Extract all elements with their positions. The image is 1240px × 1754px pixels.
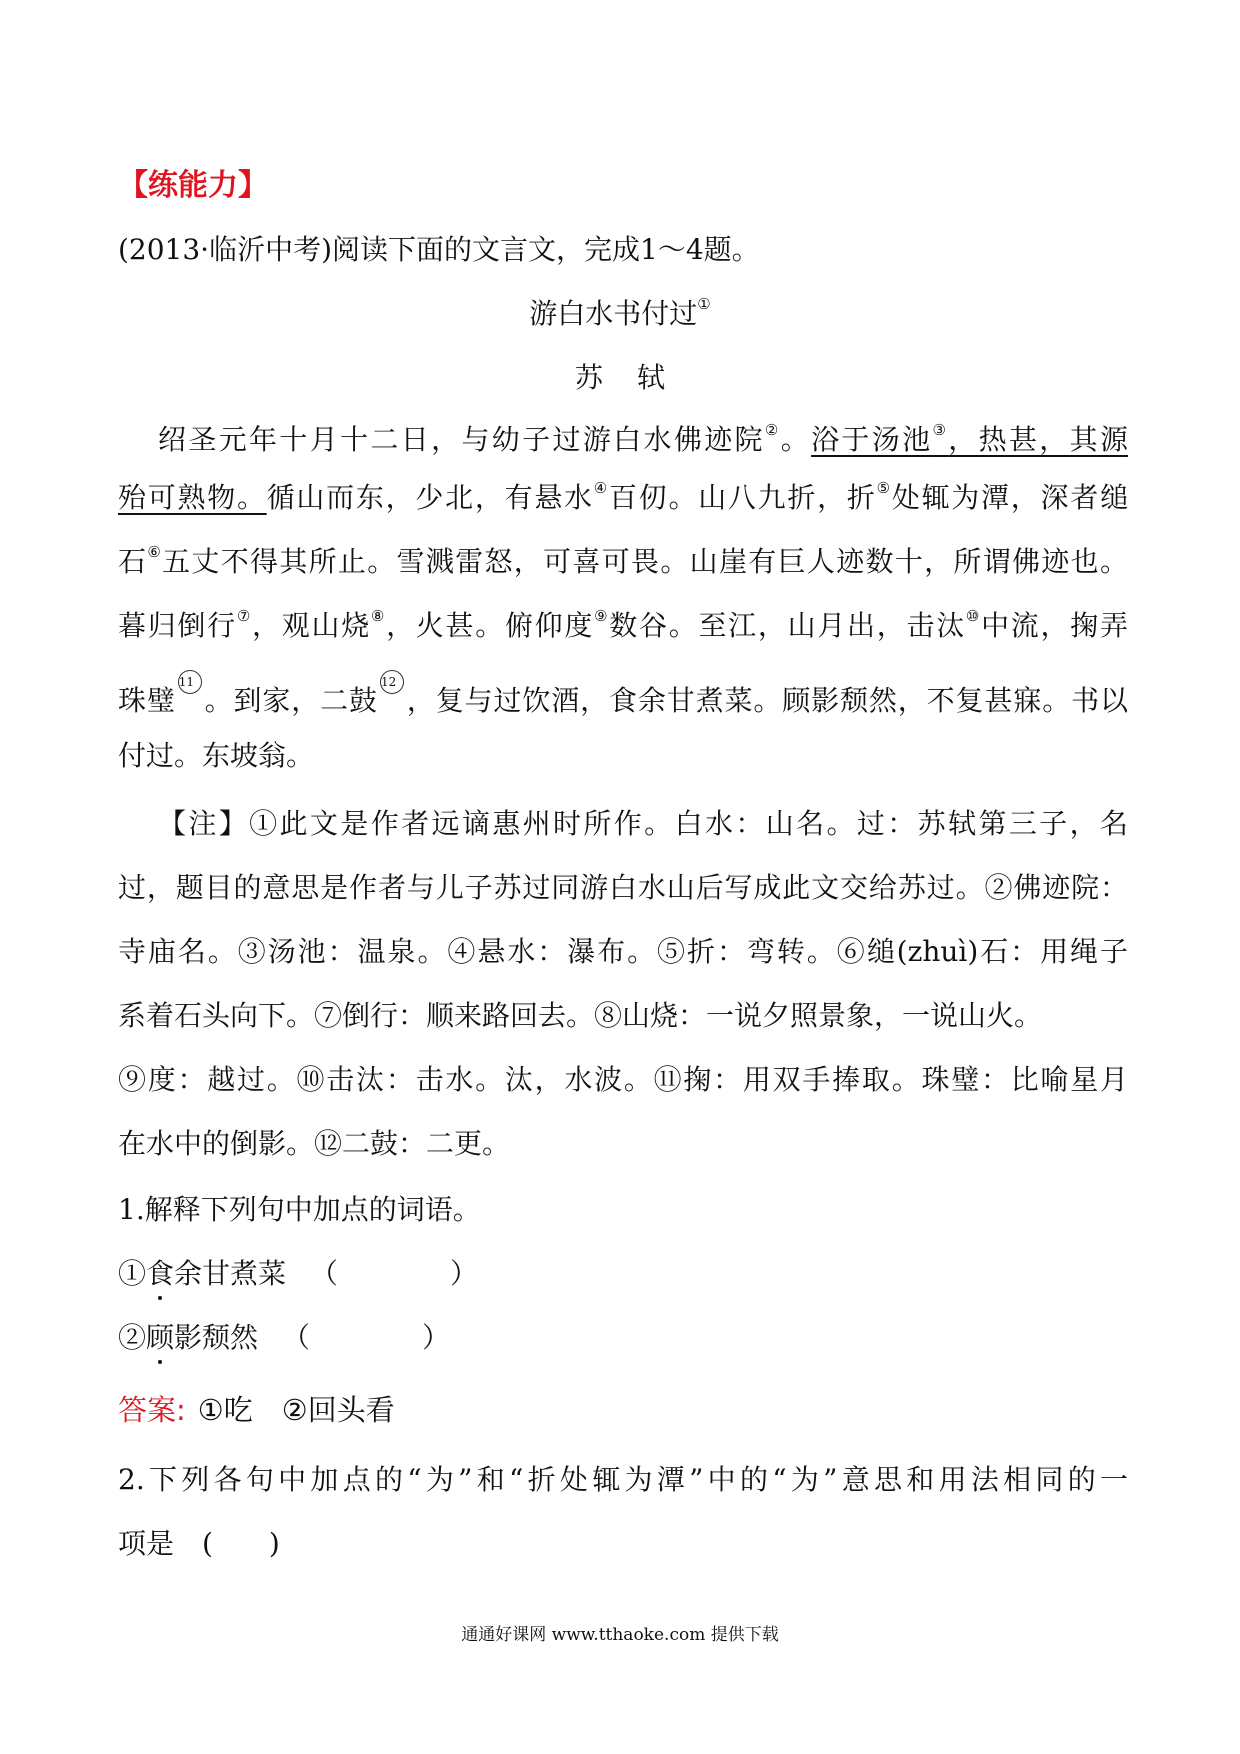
underlined-sentence: 殆可熟物。 [118,481,267,514]
page-footer: 通通好课网 www.tthaoke.com 提供下载 [461,1625,779,1645]
footnote-marker: ⑩ [965,607,982,625]
footnote-marker: ③ [932,421,949,439]
item-text: 影颓然 [174,1321,259,1354]
footnote-marker: 12 [380,670,404,694]
question-2-line-1: 2.下列各句中加点的“为”和“折处辄为潭”中的“为”意思和用法相同的一 [118,1463,1128,1496]
source-line: (2013·临沂中考)阅读下面的文言文，完成1～4题。 [118,233,760,266]
passage-text: ，观山烧 [252,609,371,642]
passage-text: 中流，掬弄 [981,609,1128,642]
notes-line-4: 系着石头向下。⑦倒行：顺来路回去。⑧山烧：一说夕照景象，一说山火。 [118,999,1043,1032]
passage-text: 珠璧 [118,684,176,717]
notes-line-3: 寺庙名。③汤池：温泉。④悬水：瀑布。⑤折：弯转。⑥缒(zhuì)石：用绳子 [118,935,1128,968]
passage-line-2 [118,476,1128,516]
answer-text: ①吃 ②回头看 [197,1393,395,1427]
passage-text: 五丈不得其所止。雪溅雷怒，可喜可畏。山崖有巨人迹数十，所谓佛迹也。 [162,545,1128,578]
dotted-character: 顾 [146,1321,175,1354]
passage-text: ，复与过饮酒，食余甘煮菜。顾影颓然，不复甚寐。书以 [405,684,1128,717]
passage-title-text: 游白水书付过 [529,297,698,330]
footnote-marker: ⑧ [370,607,387,625]
question-1-stem: 1.解释下列句中加点的词语。 [118,1193,481,1226]
passage-title [0,292,1240,332]
footnote-marker: ⑤ [876,479,892,497]
item-text: 余甘煮菜 [174,1257,287,1290]
passage-line-5 [118,670,1128,719]
passage-text: 数谷。至江，山月出，击汰 [609,609,966,642]
passage-line-1 [158,418,1128,458]
answer-blank: （ ） [310,1257,479,1290]
notes-line-2: 过，题目的意思是作者与儿子苏过同游白水山后写成此文交给苏过。②佛迹院： [118,871,1128,904]
footnote-marker: ⑨ [594,607,610,625]
passage-line-6: 付过。东坡翁。 [118,739,315,772]
passage-line-3 [118,540,1128,580]
passage-text: 百仞。山八九折，折 [608,481,877,514]
question-2-line-2: 项是 ( ) [118,1527,280,1560]
passage-text: 绍圣元年十月十二日，与幼子过游白水佛迹院 [158,423,765,456]
item-number: ② [118,1321,147,1354]
answer-blank: （ ） [282,1321,451,1354]
passage-line-4 [118,604,1128,644]
passage-text: 浴于汤池 [811,423,933,456]
passage-text: 。到家，二鼓 [203,684,378,717]
footnote-marker: 11 [178,670,202,694]
footnote-marker: ⑥ [147,543,163,561]
answer-line [118,1388,1128,1429]
footnote-marker: ① [697,295,711,313]
passage-text: 处辄为潭，深者缒 [891,481,1128,514]
answer-label: 答案: [118,1393,186,1427]
item-number: ① [118,1257,147,1290]
notes-line-1: 【注】①此文是作者远谪惠州时所作。白水：山名。过：苏轼第三子，名 [158,807,1128,840]
question-1-item-2 [118,1316,1128,1356]
footnote-marker: ⑦ [236,607,253,625]
dotted-character: 食 [146,1257,175,1290]
passage-text: 。 [780,423,812,456]
passage-author: 苏轼 [574,361,699,394]
passage-text: 石 [118,545,148,578]
question-1-item-1 [118,1252,1128,1292]
passage-text: ，火甚。俯仰度 [386,609,595,642]
underlined-sentence [811,423,1128,456]
footnote-marker: ② [764,421,781,439]
footnote-marker: ④ [593,479,609,497]
notes-line-5: ⑨度：越过。⑩击汰：击水。汰，水波。⑪掬：用双手捧取。珠璧：比喻星月 [118,1063,1128,1096]
section-heading: 【练能力】 [118,168,268,203]
notes-line-6: 在水中的倒影。⑫二鼓：二更。 [118,1127,511,1160]
passage-text: 暮归倒行 [118,609,237,642]
passage-text: 循山而东，少北，有悬水 [266,481,594,514]
passage-text: ，热甚，其源 [948,423,1128,456]
